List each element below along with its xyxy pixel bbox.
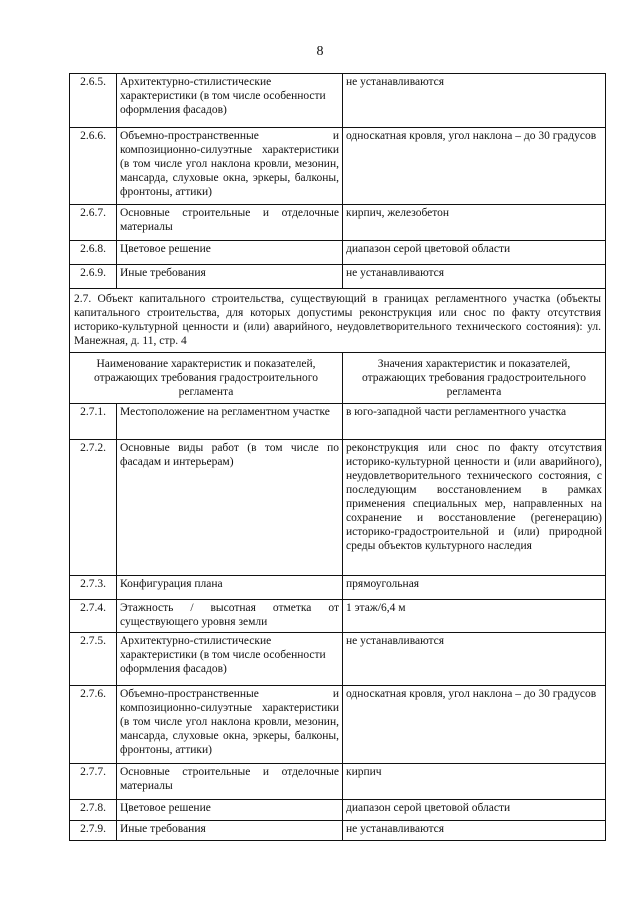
table-row [70, 440, 606, 576]
row-number: 2.7.7. [70, 764, 117, 800]
row-number: 2.7.1. [70, 404, 117, 440]
row-name: Основные виды работ (в том числе по фасадам и интерьерам) [117, 440, 343, 576]
header-characteristics: Наименование характеристик и показателей, отражающих требования градостроительного регламента [70, 353, 343, 404]
row-name: Цветовое решение [117, 800, 343, 821]
table-header-row [70, 353, 606, 404]
row-name: Основные строительные и отделочные материалы [117, 764, 343, 800]
row-value: кирпич, железобетон [343, 205, 606, 241]
regulations-table [69, 73, 606, 841]
row-value: диапазон серой цветовой области [343, 241, 606, 265]
table-row [70, 764, 606, 800]
table-row [70, 205, 606, 241]
section-title-row [70, 289, 606, 353]
table-row [70, 74, 606, 128]
row-name: Местоположение на регламентном участке [117, 404, 343, 440]
row-number: 2.7.8. [70, 800, 117, 821]
row-number: 2.7.9. [70, 821, 117, 841]
table-row [70, 128, 606, 205]
row-number: 2.6.6. [70, 128, 117, 205]
row-number: 2.7.2. [70, 440, 117, 576]
row-number: 2.6.9. [70, 265, 117, 289]
table-row [70, 686, 606, 764]
row-name: Иные требования [117, 821, 343, 841]
row-name: Архитектурно-стилистические характеристики (в том числе особенности оформления фасадов) [117, 633, 343, 686]
row-name: Цветовое решение [117, 241, 343, 265]
row-name: Объемно-пространственные и композиционно-силуэтные характеристики (в том числе угол наклона кровли, мезонин, мансарда, слуховые окна, эркеры, балконы, фронтоны, аттики) [117, 128, 343, 205]
row-value: не устанавливаются [343, 821, 606, 841]
row-value: не устанавливаются [343, 74, 606, 128]
table-row [70, 576, 606, 600]
row-value: 1 этаж/6,4 м [343, 600, 606, 633]
row-value: реконструкция или снос по факту отсутствия историко-культурной ценности и (или аварийного), неудовлетворительного технического состояния, с последующим восстановлением в рамках применения специальных мер, направленных на сохранение и восстановление (регенерацию) историко-градостроительной и (или) природной среды объектов культурного наследия [343, 440, 606, 576]
row-name: Основные строительные и отделочные материалы [117, 205, 343, 241]
table-row [70, 404, 606, 440]
row-name: Этажность / высотная отметка от существующего уровня земли [117, 600, 343, 633]
table-row [70, 265, 606, 289]
row-value: в юго-западной части регламентного участка [343, 404, 606, 440]
table-row [70, 821, 606, 841]
row-number: 2.6.7. [70, 205, 117, 241]
section-title: 2.7. Объект капитального строительства, существующий в границах регламентного участка (объекты капитального строительства, для которых допустимы реконструкция или снос по факту отсутствия историко-культурной ценности и (или) аварийного, неудовлетворительного технического состояния): ул. Манежная, д. 11, стр. 4 [70, 289, 606, 353]
row-number: 2.7.4. [70, 600, 117, 633]
table-row [70, 600, 606, 633]
row-name: Архитектурно-стилистические характеристики (в том числе особенности оформления фасадов) [117, 74, 343, 128]
row-number: 2.7.6. [70, 686, 117, 764]
row-value: диапазон серой цветовой области [343, 800, 606, 821]
row-value: прямоугольная [343, 576, 606, 600]
table-row [70, 800, 606, 821]
row-number: 2.6.5. [70, 74, 117, 128]
row-value: кирпич [343, 764, 606, 800]
row-number: 2.7.5. [70, 633, 117, 686]
row-number: 2.7.3. [70, 576, 117, 600]
header-values: Значения характеристик и показателей, отражающих требования градостроительного регламента [343, 353, 606, 404]
row-name: Конфигурация плана [117, 576, 343, 600]
table-row [70, 241, 606, 265]
row-value: не устанавливаются [343, 265, 606, 289]
row-value: односкатная кровля, угол наклона – до 30 градусов [343, 686, 606, 764]
row-number: 2.6.8. [70, 241, 117, 265]
row-value: односкатная кровля, угол наклона – до 30 градусов [343, 128, 606, 205]
row-name: Иные требования [117, 265, 343, 289]
table-row [70, 633, 606, 686]
row-value: не устанавливаются [343, 633, 606, 686]
row-name: Объемно-пространственные и композиционно-силуэтные характеристики (в том числе угол наклона кровли, мезонин, мансарда, слуховые окна, эркеры, балконы, фронтоны, аттики) [117, 686, 343, 764]
page-number: 8 [316, 44, 324, 59]
